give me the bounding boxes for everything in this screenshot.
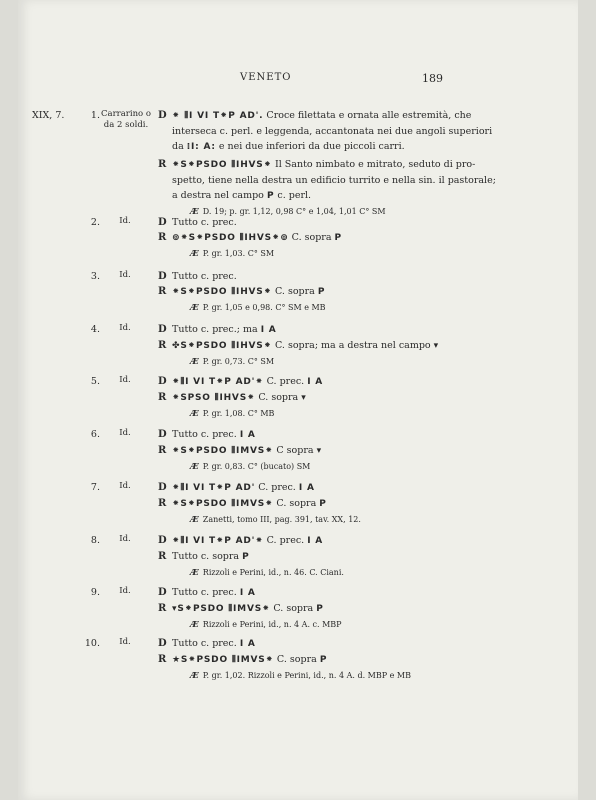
coin-type: Id. <box>119 323 131 333</box>
reverse-sign: R <box>158 392 167 403</box>
obverse-description: Tutto c. prec.; ma <box>172 324 258 335</box>
metal-mark: Æ <box>190 249 199 259</box>
obverse-description: Croce filettata e ornata alle estremità, che <box>266 110 472 121</box>
reverse-description: C. sopra <box>276 654 317 665</box>
reverse-field-mark: P <box>316 604 324 614</box>
obverse-description-line: interseca c. perl. e leggenda, accantonata nei due angoli superiori <box>172 126 493 137</box>
entry-number: 8. <box>90 535 100 546</box>
reverse-field-letter: P <box>266 191 275 201</box>
reverse-description: C. sopra <box>291 232 332 243</box>
reverse-description: C. sopra; ma a destra nel campo <box>274 340 431 351</box>
obverse-field-letters: I A <box>260 325 277 335</box>
reverse-legend: ⁕S⁕PSDO ⦀IMVS⁕ <box>172 499 274 509</box>
obverse-description: C. prec. <box>266 535 305 546</box>
coin-details: Rizzoli e Perini, id., n. 4 A. c. MBP <box>202 620 342 629</box>
obverse-sign: D <box>158 429 167 440</box>
obverse-description-line: da <box>172 141 184 152</box>
reverse-sign: R <box>158 340 167 351</box>
metal-mark: Æ <box>190 568 199 578</box>
reverse-description: Il Santo nimbato e mitrato, seduto di pro- <box>274 159 476 170</box>
reverse-legend: ⁕S⁕PSDO ⦀IMVS⁕ <box>172 446 274 456</box>
coin-details: Rizzoli e Perini, id., n. 46. C. Ciani. <box>202 568 344 577</box>
obverse-field-letters: I A <box>307 536 324 546</box>
metal-mark: Æ <box>190 207 199 217</box>
obverse-sign: D <box>158 324 167 335</box>
reverse-field-mark: P <box>242 552 250 562</box>
reverse-field-mark: ▾ <box>433 341 439 351</box>
coin-type: Id. <box>119 637 131 647</box>
entry-number: 9. <box>90 587 100 598</box>
obverse-description: C. prec. <box>266 376 305 387</box>
reverse-field-mark: P <box>319 499 327 509</box>
reverse-legend: ★S⁕PSDO ⦀IMVS⁕ <box>172 655 274 665</box>
reverse-field-mark: ▾ <box>316 446 322 456</box>
coin-details: P. gr. 0,73. C° SM <box>202 357 275 366</box>
coin-type: Id. <box>119 216 131 226</box>
coin-type: Id. <box>119 534 131 544</box>
obverse-field-letters: ⁞I: A: <box>186 142 216 152</box>
reverse-legend: ✤S⁕PSDO ⦀IHVS⁕ <box>172 341 272 351</box>
metal-mark: Æ <box>190 620 199 630</box>
page-number: 189 <box>422 72 443 85</box>
obverse-sign: D <box>158 271 167 282</box>
reverse-description-line: spetto, tiene nella destra un edificio turrito e nella sin. il pastorale; <box>172 175 496 186</box>
reverse-sign: R <box>158 232 167 243</box>
obverse-description: C. prec. <box>258 482 296 493</box>
entry-number: 7. <box>90 482 100 493</box>
metal-mark: Æ <box>190 671 199 681</box>
reverse-field-mark: P <box>334 233 342 243</box>
obverse-description: Tutto c. prec. <box>172 271 237 282</box>
obverse-description: Tutto c. prec. <box>172 638 237 649</box>
obverse-legend: ⁕⦀I VI T⁕P AD' <box>172 483 256 493</box>
reverse-description: C. sopra <box>273 603 314 614</box>
reverse-legend: ⁕S⁕PSDO ⦀IHVS⁕ <box>172 160 272 170</box>
metal-mark: Æ <box>190 409 199 419</box>
metal-mark: Æ <box>190 515 199 525</box>
plate-reference: XIX, 7. <box>32 110 65 121</box>
obverse-field-letters: I A <box>298 483 315 493</box>
coin-details: D. 19; p. gr. 1,12, 0,98 C° e 1,04, 1,01 C° SM <box>202 207 386 216</box>
reverse-description: C. sopra <box>274 286 315 297</box>
coin-details: P. gr. 1,02. Rizzoli e Perini, id., n. 4 A. d. MBP e MB <box>202 671 411 680</box>
reverse-description-line: a destra nel campo <box>172 190 264 201</box>
reverse-field-mark: P <box>319 655 328 665</box>
coin-type: Carrarino o da 2 soldi. <box>101 109 151 130</box>
running-title: VENETO <box>240 72 292 83</box>
obverse-description-line: e nei due inferiori da due piccoli carri. <box>218 141 405 152</box>
obverse-legend: ⁕⦀I VI T⁕P AD'⁕ <box>172 536 264 546</box>
obverse-sign: D <box>158 217 167 228</box>
reverse-description-line: c. perl. <box>277 190 312 201</box>
coin-type: Id. <box>119 481 131 491</box>
coin-type: Id. <box>119 586 131 596</box>
coin-details: P. gr. 1,05 e 0,98. C° SM e MB <box>202 303 326 312</box>
obverse-description: Tutto c. prec. <box>172 429 237 440</box>
reverse-field-mark: ▾ <box>301 393 307 403</box>
obverse-sign: D <box>158 110 167 121</box>
reverse-sign: R <box>158 159 167 170</box>
reverse-sign: R <box>158 654 167 665</box>
coin-details: P. gr. 1,08. C° MB <box>202 409 275 418</box>
entry-number: 6. <box>90 429 100 440</box>
coin-details: P. gr. 0,83. C° (bucato) SM <box>202 462 311 471</box>
metal-mark: Æ <box>190 462 199 472</box>
coin-type: Id. <box>119 270 131 280</box>
entry-number: 10. <box>84 638 100 649</box>
coin-details: P. gr. 1,03. C° SM <box>202 249 275 258</box>
reverse-legend: ⁕SPSO ⦀IHVS⁕ <box>172 393 256 403</box>
reverse-legend: ⁕S⁕PSDO ⦀IHVS⁕ <box>172 287 272 297</box>
metal-mark: Æ <box>190 303 199 313</box>
reverse-legend: ⊚⁕S⁕PSDO ⦀IHVS⁕⊚ <box>172 233 289 243</box>
entry-number: 5. <box>90 376 100 387</box>
reverse-sign: R <box>158 551 167 562</box>
obverse-sign: D <box>158 376 167 387</box>
obverse-legend: ⁕⦀I VI T⁕P AD'⁕ <box>172 377 264 387</box>
obverse-field-letters: I A <box>239 639 256 649</box>
reverse-description: C. sopra <box>276 498 317 509</box>
obverse-sign: D <box>158 535 167 546</box>
reverse-sign: R <box>158 286 167 297</box>
entry-number: 3. <box>90 271 100 282</box>
obverse-description: Tutto c. prec. <box>172 217 237 228</box>
coin-details: Zanetti, tomo III, pag. 391, tav. XX, 12. <box>202 515 361 524</box>
reverse-sign: R <box>158 498 167 509</box>
obverse-field-letters: I A <box>239 588 256 598</box>
obverse-field-letters: I A <box>307 377 324 387</box>
obverse-sign: D <box>158 638 167 649</box>
reverse-description: C sopra <box>276 445 314 456</box>
obverse-sign: D <box>158 482 167 493</box>
reverse-sign: R <box>158 445 167 456</box>
entry-number: 4. <box>90 324 100 335</box>
coin-type: Id. <box>119 375 131 385</box>
reverse-legend: ▾S⁕PSDO ⦀IMVS⁕ <box>172 604 271 614</box>
book-page <box>18 0 578 800</box>
metal-mark: Æ <box>190 357 199 367</box>
obverse-legend: ⁕ ⦀I VI T⁕P AD'. <box>172 111 264 121</box>
entry-number: 1. <box>90 110 100 121</box>
reverse-description: Tutto c. sopra <box>172 551 240 562</box>
coin-type: Id. <box>119 428 131 438</box>
reverse-field-mark: P <box>317 287 326 297</box>
obverse-field-letters: I A <box>239 430 256 440</box>
obverse-description: Tutto c. prec. <box>172 587 237 598</box>
entry-number: 2. <box>90 217 100 228</box>
reverse-description: C. sopra <box>258 392 299 403</box>
obverse-sign: D <box>158 587 167 598</box>
reverse-sign: R <box>158 603 167 614</box>
